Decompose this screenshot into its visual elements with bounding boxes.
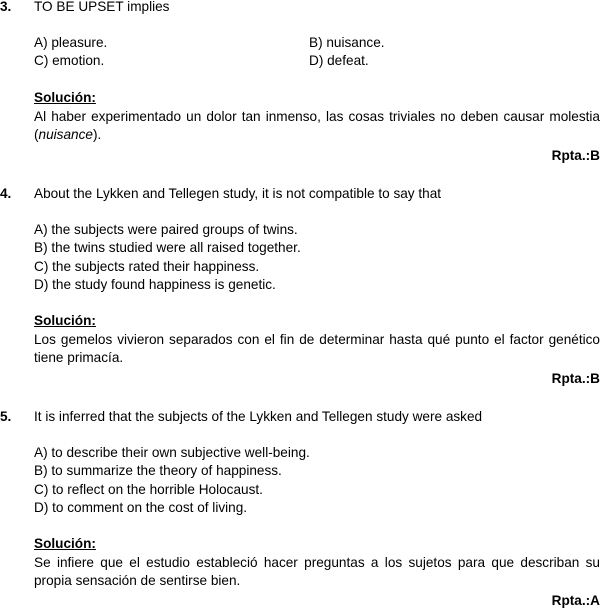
question-number: 4. — [0, 186, 12, 201]
option-d: D) to comment on the cost of living. — [34, 500, 248, 515]
answer-label: Rpta.:B — [551, 371, 600, 386]
option-d: D) defeat. — [309, 53, 369, 68]
answer-label: Rpta.:B — [551, 148, 600, 163]
solution-label: Solución — [34, 313, 92, 328]
answer-label: Rpta.:A — [551, 593, 600, 608]
option-b: B) nuisance. — [309, 35, 385, 50]
option-b: B) the twins studied were all raised together. — [34, 240, 301, 255]
solution-label: Solución — [34, 90, 92, 105]
question-stem: About the Lykken and Tellegen study, it is not compatible to say that — [34, 186, 442, 201]
question-number: 5. — [0, 409, 12, 424]
solution-text: Los gemelos vivieron separados con el fin de determinar hasta qué punto el factor genético tiene primacía. — [34, 332, 600, 366]
solution-text-before: Al haber experimentado un dolor tan inmenso, las cosas triviales no deben causar molestia ( — [34, 109, 600, 143]
option-d: D) the study found happiness is genetic. — [34, 277, 276, 292]
option-c: C) to reflect on the horrible Holocaust. — [34, 482, 263, 497]
solution-italic-word: nuisance — [38, 127, 93, 143]
solution-heading: Solución: — [34, 313, 96, 328]
option-c: C) emotion. — [34, 53, 105, 68]
solution-text-after: ). — [92, 127, 102, 143]
solution-text: Se infiere que el estudio estableció hacer preguntas a los sujetos para que describan su propia sensación de sentirse bien. — [34, 555, 600, 589]
solution-heading: Solución: — [34, 536, 96, 551]
question-number: 3. — [0, 0, 12, 14]
option-a: A) the subjects were paired groups of twins. — [34, 222, 298, 237]
solution-heading: Solución: — [34, 90, 96, 105]
question-stem: TO BE UPSET implies — [34, 0, 170, 14]
solution-label: Solución — [34, 536, 92, 551]
option-a: A) pleasure. — [34, 35, 108, 50]
option-a: A) to describe their own subjective well-being. — [34, 445, 310, 460]
option-b: B) to summarize the theory of happiness. — [34, 463, 282, 478]
solution-text — [34, 108, 600, 144]
option-c: C) the subjects rated their happiness. — [34, 259, 260, 274]
question-stem: It is inferred that the subjects of the Lykken and Tellegen study were asked — [34, 409, 483, 424]
